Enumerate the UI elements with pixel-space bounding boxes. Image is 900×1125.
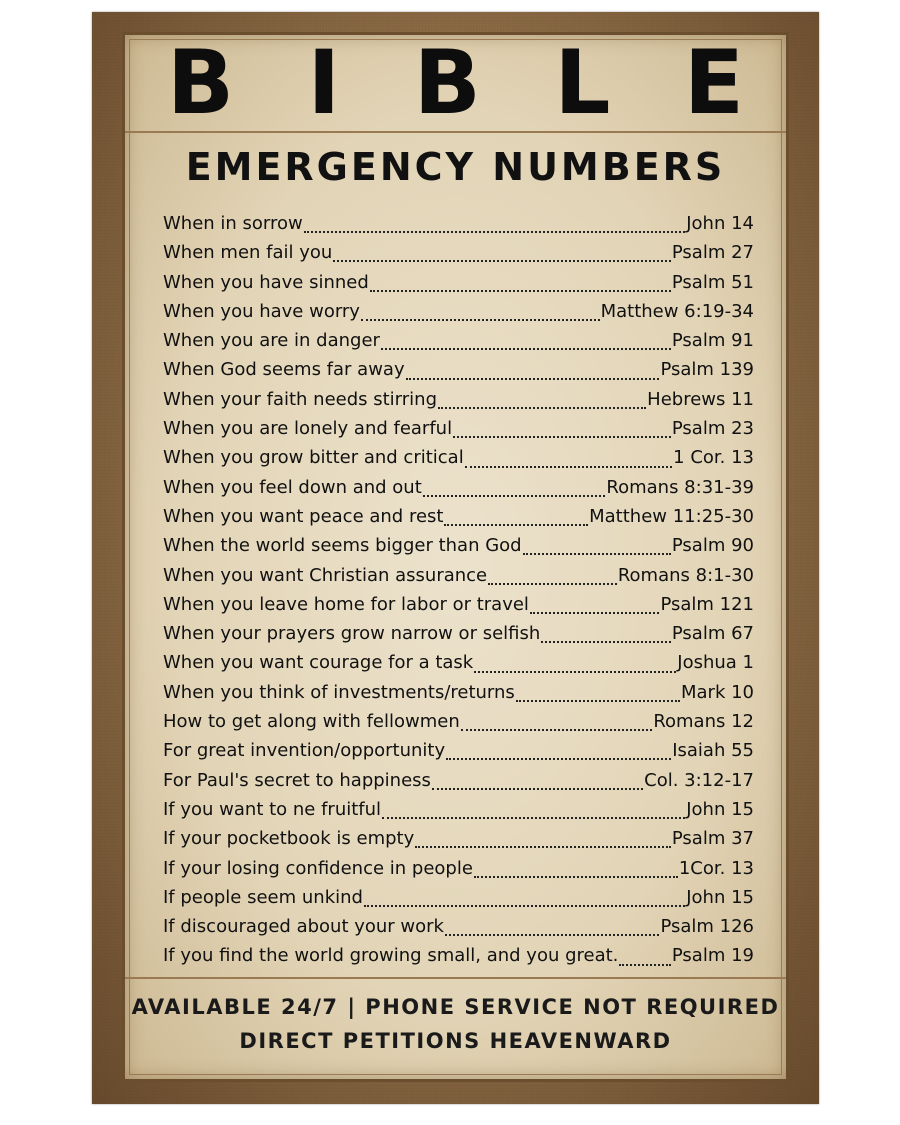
entry-condition: When in sorrow bbox=[163, 213, 303, 234]
list-item bbox=[163, 447, 754, 476]
entry-condition: When you feel down and out bbox=[163, 476, 422, 498]
dot-leader bbox=[523, 552, 671, 555]
list-item bbox=[163, 389, 754, 418]
dot-leader bbox=[474, 875, 678, 878]
dot-leader bbox=[541, 640, 671, 643]
entry-reference: 1Cor. 13 bbox=[678, 857, 754, 879]
list-item bbox=[163, 272, 754, 301]
dot-leader bbox=[423, 494, 606, 497]
list-item bbox=[163, 594, 754, 623]
list-item bbox=[163, 887, 754, 916]
list-item bbox=[163, 506, 754, 535]
dot-leader bbox=[304, 230, 685, 233]
title-band bbox=[125, 31, 786, 134]
list-item bbox=[163, 535, 754, 564]
entry-condition: When you want courage for a task bbox=[163, 652, 474, 674]
list-item bbox=[163, 682, 754, 711]
dot-leader bbox=[453, 435, 671, 438]
list-item bbox=[163, 945, 754, 974]
entry-reference: John 15 bbox=[686, 798, 754, 820]
poster-paper bbox=[122, 32, 789, 1082]
list-item bbox=[163, 858, 754, 887]
dot-leader bbox=[445, 933, 659, 936]
list-item bbox=[163, 652, 754, 681]
entry-condition: If your losing confidence in people bbox=[163, 857, 473, 879]
dot-leader bbox=[488, 582, 617, 585]
dot-leader bbox=[516, 699, 680, 702]
entry-reference: Hebrews 11 bbox=[647, 388, 754, 410]
list-item bbox=[163, 565, 754, 594]
entry-condition: When you want Christian assurance bbox=[163, 564, 488, 586]
dot-leader bbox=[370, 289, 671, 292]
dot-leader bbox=[465, 465, 672, 468]
entry-reference: Psalm 37 bbox=[671, 828, 754, 850]
list-item bbox=[163, 828, 754, 857]
title-letter: B bbox=[167, 31, 235, 134]
entry-reference: Romans 8:1-30 bbox=[617, 564, 754, 586]
title-letter: I bbox=[307, 31, 341, 134]
entry-reference: Psalm 51 bbox=[671, 271, 754, 293]
entry-reference: Mark 10 bbox=[680, 681, 754, 703]
entry-list bbox=[163, 213, 754, 975]
list-item bbox=[163, 418, 754, 447]
entry-condition: When the world seems bigger than God bbox=[163, 535, 522, 557]
list-item bbox=[163, 623, 754, 652]
entry-condition: When you have worry bbox=[163, 300, 360, 322]
entry-condition: When your prayers grow narrow or selfish bbox=[163, 623, 541, 645]
entry-reference: Psalm 126 bbox=[660, 916, 754, 938]
list-item bbox=[163, 213, 754, 242]
entry-reference: Psalm 19 bbox=[671, 945, 754, 967]
list-item bbox=[163, 242, 754, 271]
footer-line-1: AVAILABLE 24/7 | PHONE SERVICE NOT REQUIRED bbox=[131, 995, 780, 1019]
list-item bbox=[163, 359, 754, 388]
entry-condition: When you want peace and rest bbox=[163, 505, 444, 527]
dot-leader bbox=[446, 757, 671, 760]
list-item bbox=[163, 799, 754, 828]
entry-reference: John 15 bbox=[686, 886, 754, 908]
list-item bbox=[163, 301, 754, 330]
entry-reference: Psalm 27 bbox=[671, 242, 754, 264]
entry-reference: 1 Cor. 13 bbox=[673, 447, 754, 469]
entry-reference: Psalm 23 bbox=[671, 418, 754, 440]
entry-condition: When you grow bitter and critical bbox=[163, 447, 464, 469]
subtitle: EMERGENCY NUMBERS bbox=[185, 145, 726, 189]
list-item bbox=[163, 330, 754, 359]
entry-condition: When you are in danger bbox=[163, 330, 380, 352]
list-item bbox=[163, 477, 754, 506]
footer-line-2: DIRECT PETITIONS HEAVENWARD bbox=[239, 1029, 672, 1053]
entry-reference: Psalm 91 bbox=[671, 330, 754, 352]
dot-leader bbox=[432, 787, 643, 790]
entry-condition: When your faith needs stirring bbox=[163, 388, 437, 410]
entry-condition: When men fail you bbox=[163, 242, 333, 264]
entry-condition: If people seem unkind bbox=[163, 886, 363, 908]
dot-leader bbox=[444, 523, 588, 526]
entry-condition: For great invention/opportunity bbox=[163, 740, 446, 762]
entry-condition: When you are lonely and fearful bbox=[163, 418, 453, 440]
entry-reference: Psalm 121 bbox=[660, 593, 754, 615]
entry-reference: Psalm 139 bbox=[660, 359, 754, 381]
entry-reference: Matthew 11:25-30 bbox=[589, 505, 754, 527]
entry-condition: If you find the world growing small, and you great. bbox=[163, 945, 619, 967]
entry-condition: When you think of investments/returns bbox=[163, 681, 515, 703]
entry-condition: If you want to ne fruitful bbox=[163, 798, 382, 820]
title-letter: B bbox=[413, 31, 481, 134]
dot-leader bbox=[474, 670, 676, 673]
entry-condition: For Paul's secret to happiness bbox=[163, 769, 431, 791]
entry-reference: John 14 bbox=[686, 213, 754, 234]
entry-condition: When you leave home for labor or travel bbox=[163, 593, 529, 615]
dot-leader bbox=[361, 318, 600, 321]
title-letter: E bbox=[683, 31, 744, 134]
list-item bbox=[163, 740, 754, 769]
entry-condition: How to get along with fellowmen bbox=[163, 711, 460, 733]
dot-leader bbox=[461, 728, 653, 731]
entry-reference: Psalm 90 bbox=[671, 535, 754, 557]
poster-frame bbox=[92, 12, 819, 1104]
entry-reference: Joshua 1 bbox=[677, 652, 754, 674]
list-item bbox=[163, 916, 754, 945]
entry-reference: Romans 8:31-39 bbox=[606, 476, 754, 498]
dot-leader bbox=[438, 406, 646, 409]
list-item bbox=[163, 711, 754, 740]
dot-leader bbox=[415, 845, 671, 848]
entry-condition: When you have sinned bbox=[163, 271, 369, 293]
dot-leader bbox=[381, 347, 671, 350]
entry-condition: When God seems far away bbox=[163, 359, 405, 381]
dot-leader bbox=[619, 963, 670, 966]
entry-reference: Col. 3:12-17 bbox=[644, 769, 754, 791]
dot-leader bbox=[333, 259, 671, 262]
entry-condition: If your pocketbook is empty bbox=[163, 828, 415, 850]
entry-reference: Isaiah 55 bbox=[672, 740, 754, 762]
footer-band bbox=[125, 977, 786, 1079]
entry-condition: If discouraged about your work bbox=[163, 916, 444, 938]
dot-leader bbox=[382, 816, 685, 819]
dot-leader bbox=[406, 377, 660, 380]
dot-leader bbox=[530, 611, 660, 614]
dot-leader bbox=[364, 904, 685, 907]
list-item bbox=[163, 770, 754, 799]
title-letter: L bbox=[554, 31, 611, 134]
entry-reference: Matthew 6:19-34 bbox=[600, 300, 754, 322]
entry-reference: Psalm 67 bbox=[671, 623, 754, 645]
entry-reference: Romans 12 bbox=[653, 711, 754, 733]
